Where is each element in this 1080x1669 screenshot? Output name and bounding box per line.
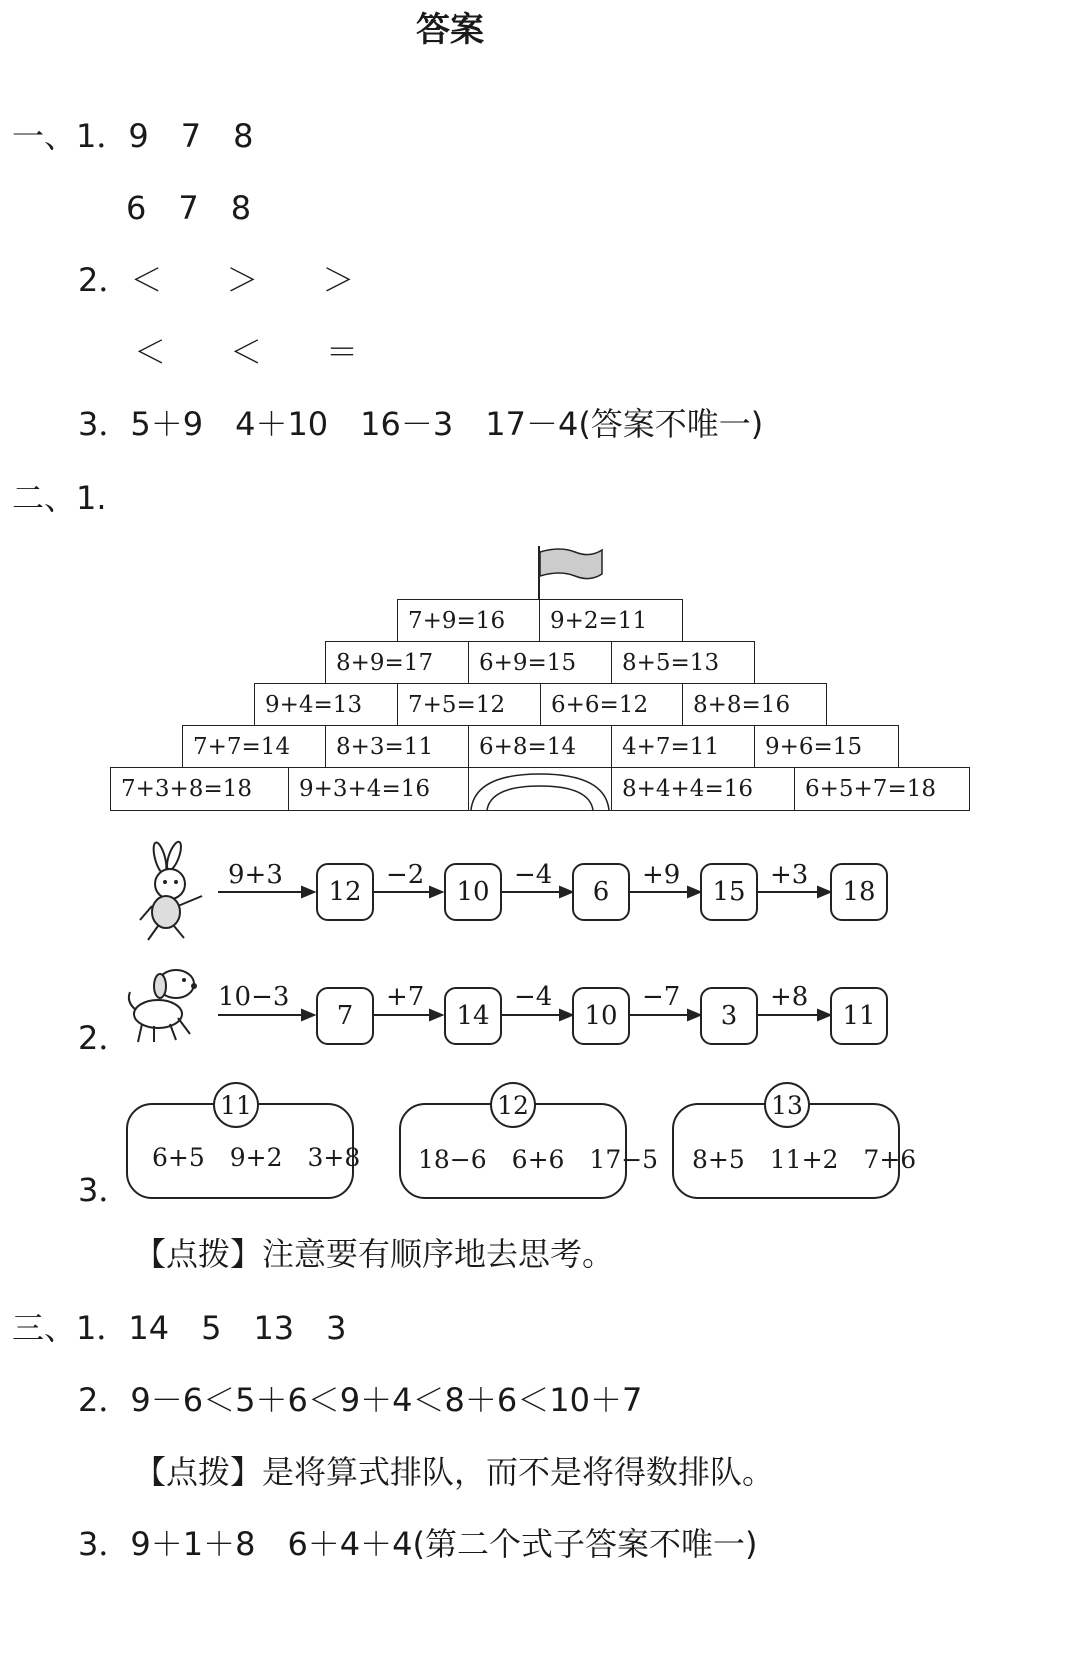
- section2-tip: 【点拨】注意要有顺序地去思考。: [134, 1235, 615, 1273]
- brick: 9+6=15: [754, 725, 899, 769]
- chain1-value: 18: [830, 863, 888, 921]
- brick: 8+8=16: [682, 683, 827, 727]
- brick: 6+5+7=18: [794, 767, 970, 811]
- chain2-value: 10: [572, 987, 630, 1045]
- brick: 8+9=17: [325, 641, 469, 685]
- chain1-value: 12: [316, 863, 374, 921]
- chain2-op: +7: [386, 982, 425, 1012]
- group-number: 11: [213, 1082, 259, 1128]
- section3-q1: 三、1．14 5 13 3: [12, 1309, 347, 1347]
- section3-q2: 2．9－6＜5＋6＜9＋4＜8＋6＜10＋7: [78, 1381, 643, 1419]
- group-items: 6+5 9+2 3+8: [152, 1143, 361, 1172]
- section3-q3: 3．9＋1＋8 6＋4＋4(第二个式子答案不唯一): [78, 1525, 758, 1563]
- section1-q2-line1: 2．＜ ＞ ＞: [78, 261, 355, 299]
- group-number: 13: [764, 1082, 810, 1128]
- chain1-op: +3: [770, 860, 809, 890]
- section1-q1-line2: 6 7 8: [126, 189, 252, 227]
- brick: 9+2=11: [539, 599, 683, 643]
- brick: 6+8=14: [468, 725, 612, 769]
- brick: 6+9=15: [468, 641, 612, 685]
- brick: 9+3+4=16: [288, 767, 469, 811]
- brick: 7+5=12: [397, 683, 541, 727]
- brick: 8+5=13: [611, 641, 755, 685]
- group-items: 8+5 11+2 7+6: [692, 1145, 917, 1174]
- brick: 4+7=11: [611, 725, 755, 769]
- section2-q2-number: 2．: [78, 1019, 131, 1057]
- chain2-value: 11: [830, 987, 888, 1045]
- chain2-value: 7: [316, 987, 374, 1045]
- brick: 8+3=11: [325, 725, 469, 769]
- chain1-value: 6: [572, 863, 630, 921]
- brick: 8+4+4=16: [611, 767, 795, 811]
- group-number: 12: [490, 1082, 536, 1128]
- chain1-op: −2: [386, 860, 425, 890]
- group-items: 18−6 6+6 17−5: [418, 1145, 659, 1174]
- chain1-op: +9: [642, 860, 681, 890]
- chain1-value: 10: [444, 863, 502, 921]
- brick: 6+6=12: [540, 683, 683, 727]
- section1-q2-line2: ＜ ＜ ＝: [134, 333, 359, 371]
- chain2-op: 10−3: [218, 982, 290, 1012]
- brick: 7+3+8=18: [110, 767, 289, 811]
- section2-heading: 二、1.: [12, 479, 107, 517]
- chain2-value: 14: [444, 987, 502, 1045]
- brick: 7+9=16: [397, 599, 540, 643]
- chain2-op: −7: [642, 982, 681, 1012]
- section2-q3-number: 3．: [78, 1171, 131, 1209]
- chain1-op: 9+3: [228, 860, 283, 890]
- section3-tip: 【点拨】是将算式排队，而不是将得数排队。: [134, 1453, 775, 1491]
- chain2-op: +8: [770, 982, 809, 1012]
- chain1-op: −4: [514, 860, 553, 890]
- chain2-value: 3: [700, 987, 758, 1045]
- page-title: 答案: [416, 10, 484, 50]
- brick: 7+7=14: [182, 725, 326, 769]
- chain2-op: −4: [514, 982, 553, 1012]
- section1-q1: 一、1．9 7 8: [12, 117, 254, 155]
- section1-q3: 3．5＋9 4＋10 16－3 17－4(答案不唯一): [78, 405, 764, 443]
- brick: 9+4=13: [254, 683, 398, 727]
- chain1-value: 15: [700, 863, 758, 921]
